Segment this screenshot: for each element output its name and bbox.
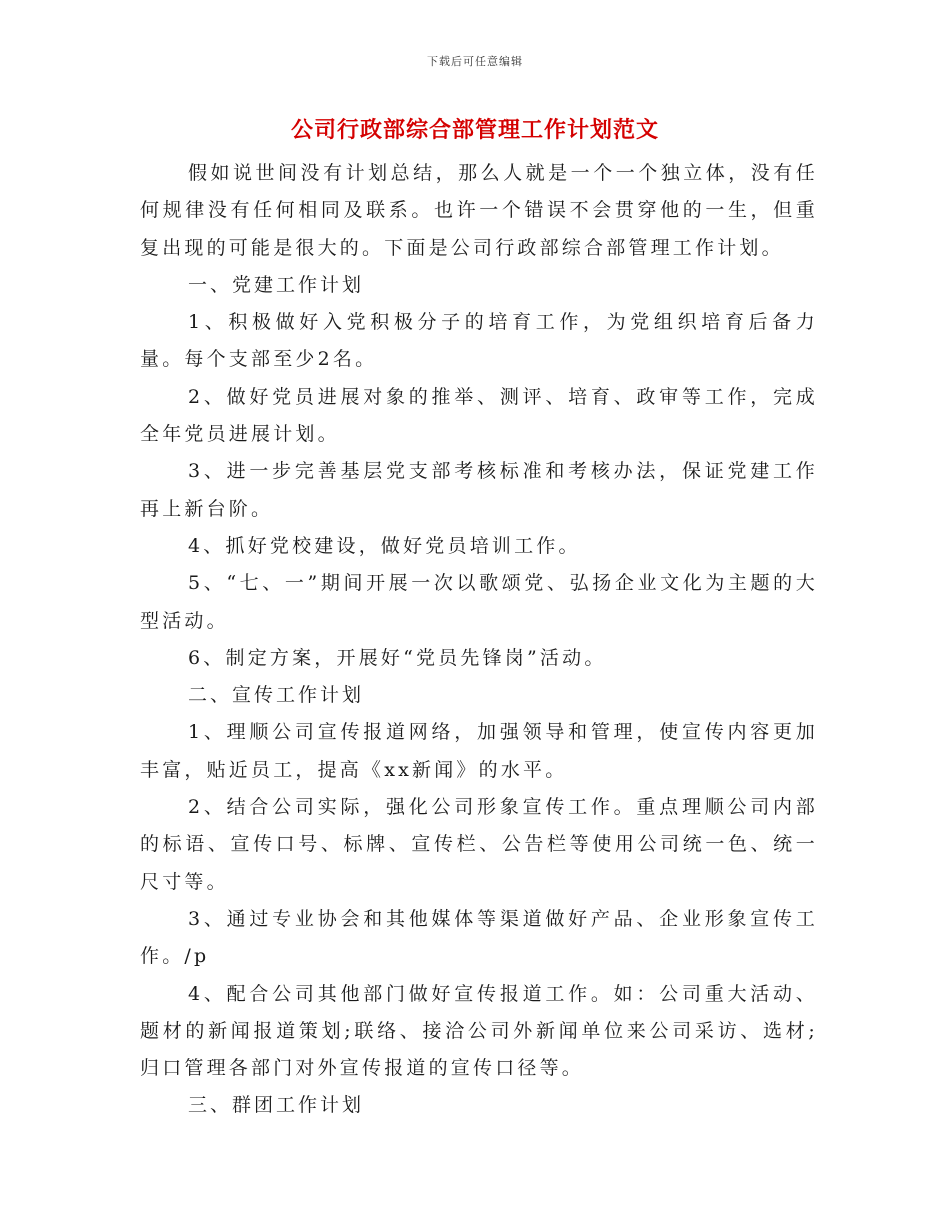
document-title: 公司行政部综合部管理工作计划范文 bbox=[290, 118, 659, 143]
publicity-item-3: 3、通过专业协会和其他媒体等渠道做好产品、企业形象宣传工作。/p bbox=[140, 907, 818, 968]
section-heading-party: 一、党建工作计划 bbox=[188, 273, 365, 296]
party-item-2: 2、做好党员进展对象的推举、测评、培育、政审等工作，完成全年党员进展计划。 bbox=[140, 385, 818, 446]
party-item-4: 4、抓好党校建设，做好党员培训工作。 bbox=[188, 534, 581, 557]
document-body bbox=[140, 155, 818, 1125]
section-heading-groups: 三、群团工作计划 bbox=[188, 1094, 365, 1117]
publicity-item-2: 2、结合公司实际，强化公司形象宣传工作。重点理顺公司内部的标语、宣传口号、标牌、宣传栏、公告栏等使用公司统一色、统一尺寸等。 bbox=[140, 796, 818, 893]
party-item-3: 3、进一步完善基层党支部考核标准和考核办法，保证党建工作再上新台阶。 bbox=[140, 460, 818, 520]
publicity-item-1: 1、理顺公司宣传报道网络，加强领导和管理，使宣传内容更加丰富，贴近员工，提高《xx新闻》的水平。 bbox=[140, 721, 818, 781]
publicity-item-4: 4、配合公司其他部门做好宣传报道工作。如：公司重大活动、题材的新闻报道策划;联络、接洽公司外新闻单位来公司采访、选材;归口管理各部门对外宣传报道的宣传口径等。 bbox=[140, 982, 818, 1080]
party-item-1: 1、积极做好入党积极分子的培育工作，为党组织培育后备力量。每个支部至少2名。 bbox=[140, 311, 818, 371]
section-heading-publicity: 二、宣传工作计划 bbox=[188, 684, 365, 707]
intro-paragraph: 假如说世间没有计划总结，那么人就是一个一个独立体，没有任何规律没有任何相同及联系。也许一个错误不会贯穿他的一生，但重复出现的可能是很大的。下面是公司行政部综合部管理工作计划。 bbox=[140, 162, 818, 259]
page-header-note: 下载后可任意编辑 bbox=[427, 55, 523, 68]
party-item-6: 6、制定方案，开展好“党员先锋岗”活动。 bbox=[188, 646, 607, 669]
party-item-5: 5、“七、一”期间开展一次以歌颂党、弘扬企业文化为主题的大型活动。 bbox=[140, 572, 818, 632]
